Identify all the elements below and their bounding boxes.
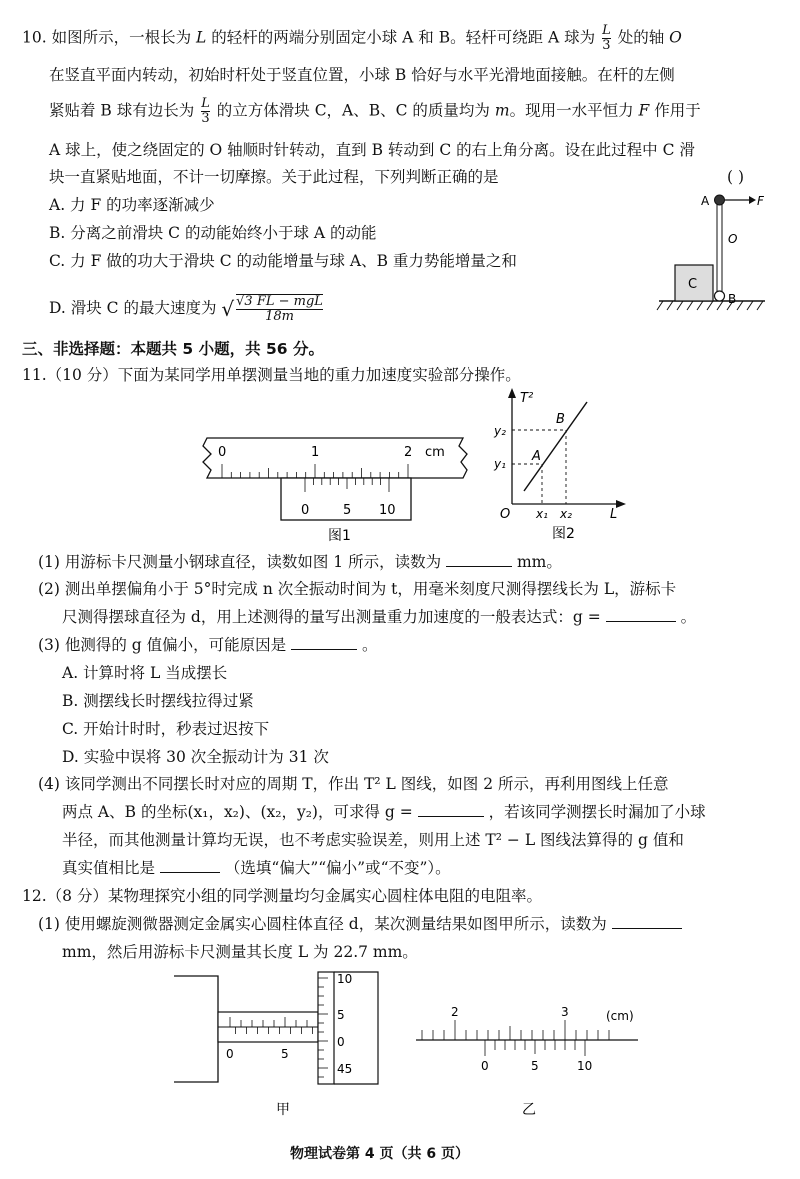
q12-yi-main-label-3: 3 [561, 1005, 569, 1019]
q10-rod [717, 200, 722, 296]
q11-fig2-y2: y₂ [494, 424, 506, 438]
q12-yi-vernier-label-10: 10 [577, 1059, 593, 1073]
q11-fig2-ylabel: T² [520, 391, 534, 406]
q10-answer-paren: ( ) [727, 168, 745, 186]
q12-jia-thimble-label-45: 45 [337, 1062, 353, 1076]
q10-label-a: A [701, 194, 710, 208]
q10-fraction-l-over-3: $\frac{L}{3}$ [602, 23, 611, 53]
q11-fig2-point-b: B [556, 412, 565, 427]
q10-option-c: C. 力 F 做的功大于滑块 C 的动能增量与球 A、B 重力势能增量之和 [49, 252, 517, 270]
q12-yi-vernier-label-0: 0 [481, 1059, 489, 1073]
q11-part-3: (3) 他测得的 g 值偏小，可能原因是 。 [38, 636, 378, 654]
q11-fig1-main-label-1: 1 [311, 445, 320, 460]
q11-fig2-caption: 图2 [552, 526, 575, 542]
q12-title: 12.（8 分）某物理探究小组的同学测量均匀金属实心圆柱体电阻的电阻率。 [22, 887, 542, 905]
q11-part-3-option-d: D. 实验中误将 30 次全振动计为 31 次 [62, 748, 329, 766]
q10-line3: 紧贴着 B 球有边长为 $\frac{L}{3}$ 的立方体滑块 C，A、B、C 的质量均为 m。现用一水平恒力 F 作用于 [49, 96, 701, 126]
q11-fig2-point-a: A [532, 449, 541, 464]
q11-fig2-origin: O [500, 507, 511, 522]
q10-line2: 在竖直平面内转动，初始时杆处于竖直位置，小球 B 恰好与水平光滑地面接触。在杆的左侧 [49, 66, 675, 84]
q12-micrometer-thimble [318, 972, 334, 1084]
q12-yi-main-label-2: 2 [451, 1005, 459, 1019]
q10-ball-b [715, 291, 725, 301]
q11-fig1-caption: 图1 [328, 528, 351, 544]
q11-fig2-x1: x₁ [536, 507, 548, 521]
q12-part-1-line2: mm，然后用游标卡尺测量其长度 L 为 22.7 mm。 [62, 943, 418, 961]
q11-fig1-unit: cm [425, 445, 445, 460]
q10-line5: 块一直紧贴地面，不计一切摩擦。关于此过程，下列判断正确的是 [49, 168, 499, 186]
q11-part-4-blank-compare[interactable] [160, 858, 220, 873]
q11-part-2-line1: (2) 测出单摆偏角小于 5°时完成 n 次全振动时间为 t，用毫米刻度尺测得摆线长为 L，游标卡 [38, 580, 677, 598]
q12-part-1-blank[interactable] [612, 914, 682, 929]
q10-option-d: D. 滑块 C 的最大速度为 √ $\frac{\text{√3 FL − mgL}}{18m}$ [49, 294, 323, 324]
q12-jia-thimble-label-10: 10 [337, 972, 353, 986]
q10-option-b: B. 分离之前滑块 C 的动能始终小于球 A 的动能 [49, 224, 377, 242]
q10-line1: 10. 如图所示，一根长为 L 的轻杆的两端分别固定小球 A 和 B。轻杆可绕距 A 球为 $\frac{L}{3}$ 处的轴 O [22, 23, 682, 53]
q11-fig1-vernier-label-10: 10 [379, 503, 396, 518]
q10-label-c: C [688, 277, 698, 292]
q11-part-3-blank[interactable] [291, 635, 357, 650]
q11-fig2-xlabel: L [610, 507, 618, 522]
q11-fig1-vernier-label-5: 5 [343, 503, 352, 518]
q12-figure-jia-micrometer [168, 964, 398, 1124]
q10-label-b: B [728, 292, 737, 306]
q11-title: 11.（10 分）下面为某同学用单摆测量当地的重力加速度实验部分操作。 [22, 366, 521, 384]
q11-fig1-main-label-0: 0 [218, 445, 227, 460]
q12-part-1-line1: (1) 使用螺旋测微器测定金属实心圆柱体直径 d，某次测量结果如图甲所示，读数为 [38, 913, 682, 935]
q12-yi-caption: 乙 [522, 1102, 536, 1118]
q10-option-a: A. 力 F 的功率逐渐减少 [49, 196, 215, 214]
section-3-heading: 三、非选择题：本题共 5 小题，共 56 分。 [22, 340, 324, 358]
q11-part-2-line2: 尺测得摆球直径为 d，用上述测得的量写出测量重力加速度的一般表达式：g = 。 [62, 608, 697, 626]
q11-part-2-blank[interactable] [606, 607, 676, 622]
q11-fig2-y1: y₁ [494, 457, 506, 471]
q12-figure-yi-vernier [414, 1000, 644, 1124]
q11-figure-1-vernier [195, 426, 480, 546]
q11-part-4-line2: 两点 A、B 的坐标(x₁，x₂)、(x₂，y₂)，可求得 g = ，若该同学测摆长时漏加了小球 [62, 803, 706, 821]
q11-part-3-option-a: A. 计算时将 L 当成摆长 [62, 664, 228, 682]
q10-figure [655, 186, 775, 318]
page-footer: 物理试卷第 4 页（共 6 页） [290, 1146, 469, 1162]
q11-fig1-main-label-2: 2 [404, 445, 413, 460]
q10-ball-a [715, 195, 725, 205]
q12-jia-sleeve-label-5: 5 [281, 1047, 289, 1061]
q11-part-3-option-c: C. 开始计时时，秒表过迟按下 [62, 720, 270, 738]
q10-label-f: F [757, 194, 764, 208]
q11-part-4-line1: (4) 该同学测出不同摆长时对应的周期 T，作出 T² L 图线，如图 2 所示，再利用图线上任意 [38, 775, 669, 793]
q12-jia-sleeve-label-0: 0 [226, 1047, 234, 1061]
q11-figure-2-graph [490, 386, 630, 546]
q12-yi-unit: (cm) [606, 1009, 634, 1023]
q10-fraction-edge: $\frac{L}{3}$ [201, 96, 210, 126]
q12-yi-vernier-label-5: 5 [531, 1059, 539, 1073]
q12-jia-thimble-label-5: 5 [337, 1008, 345, 1022]
q11-fig1-vernier-label-0: 0 [301, 503, 310, 518]
q10-option-d-fraction: $\frac{\text{√3 FL − mgL}}{18m}$ [236, 294, 323, 324]
q11-part-4-blank-g[interactable] [418, 802, 484, 817]
q10-line4: A 球上，使之绕固定的 O 轴顺时针转动，直到 B 转动到 C 的右上角分离。设在此过程中 C 滑 [49, 141, 695, 159]
q12-jia-caption: 甲 [276, 1102, 290, 1118]
q12-micrometer-anvil [174, 976, 218, 1082]
q12-jia-thimble-label-0: 0 [337, 1035, 345, 1049]
q11-part-4-line4: 真实值相比是 （选填“偏大”“偏小”或“不变”）。 [62, 859, 451, 877]
q11-fig2-x2: x₂ [560, 507, 572, 521]
q11-part-1-blank[interactable] [446, 552, 512, 567]
q11-part-3-option-b: B. 测摆线长时摆线拉得过紧 [62, 692, 254, 710]
q11-part-4-line3: 半径，而其他测量计算均无误，也不考虑实验误差，则用上述 T² − L 图线法算得的 g 值和 [62, 831, 684, 849]
q10-label-o: O [728, 232, 738, 246]
q11-part-1: (1) 用游标卡尺测量小钢球直径，读数如图 1 所示，读数为 mm。 [38, 553, 562, 571]
